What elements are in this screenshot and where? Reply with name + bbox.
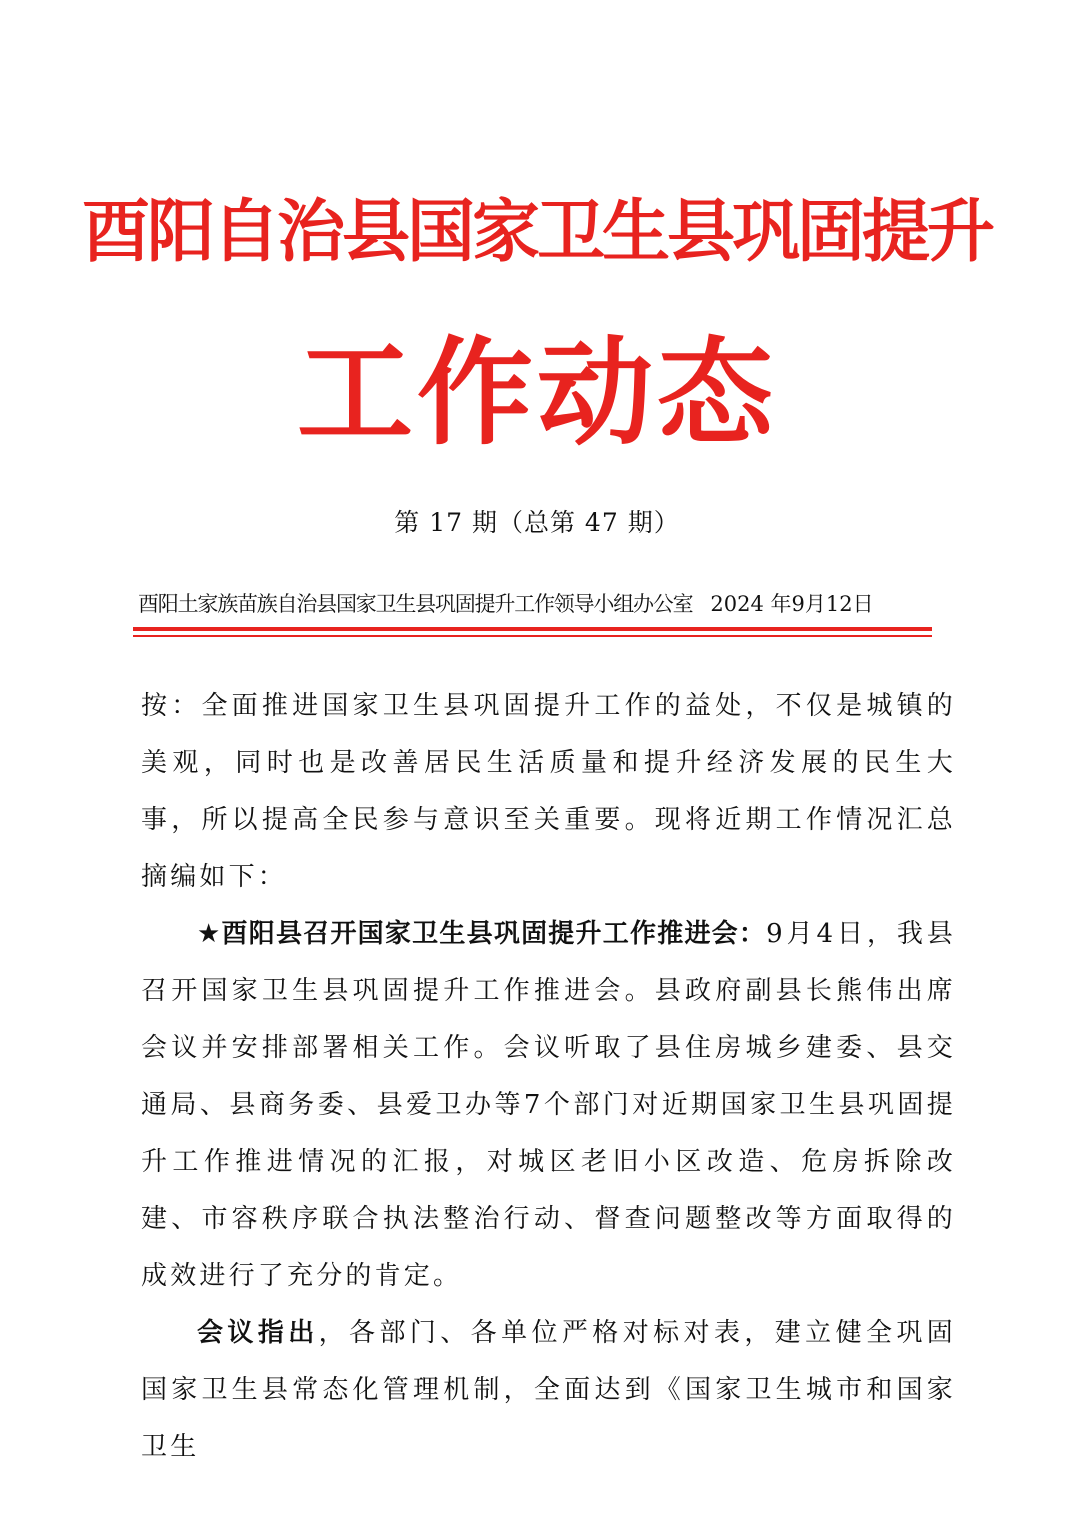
issuer-office: 酉阳土家族苗族自治县国家卫生县巩固提升工作领导小组办公室: [138, 592, 693, 616]
issue-number: 第 17 期（总第 47 期）: [394, 508, 680, 537]
header-rule-thick: [133, 627, 932, 631]
paragraph-text: 9月4日，我县召开国家卫生县巩固提升工作推进会。县政府副县长熊伟出席会议并安排部署相关工作。会议听取了县住房城乡建委、县交通局、县商务委、县爱卫办等7个部门对近期国家卫生县巩固提升工作推进情况的汇报，对城区老旧小区改造、危房拆除改建、市容秩序联合执法整治行动、督查问题整改等方面取得的成效进行了充分的肯定。: [141, 919, 957, 1291]
paragraph-meeting-points: [141, 1305, 956, 1476]
paragraph-lead: 会议指出: [197, 1318, 319, 1348]
masthead-subtitle: 工作动态: [297, 325, 777, 461]
intro-paragraph: 按：全面推进国家卫生县巩固提升工作的益处，不仅是城镇的美观，同时也是改善居民生活质量和提升经济发展的民生大事，所以提高全民参与意识至关重要。现将近期工作情况汇总摘编如下：: [141, 691, 956, 892]
article-body: [141, 678, 956, 1476]
paragraph-text: ，各部门、各单位严格对标对表，建立健全巩固国家卫生县常态化管理机制，全面达到《国家卫生城市和国家卫生: [141, 1318, 956, 1462]
issuer-line: [138, 586, 938, 622]
issue-date: 2024 年9月12日: [710, 592, 874, 616]
masthead-title: 酉阳自治县国家卫生县巩固提升: [81, 193, 992, 272]
paragraph-meeting: [141, 906, 956, 1305]
header-rule-thin: [133, 635, 932, 637]
paragraph-lead: ★酉阳县召开国家卫生县巩固提升工作推进会：: [197, 919, 767, 949]
